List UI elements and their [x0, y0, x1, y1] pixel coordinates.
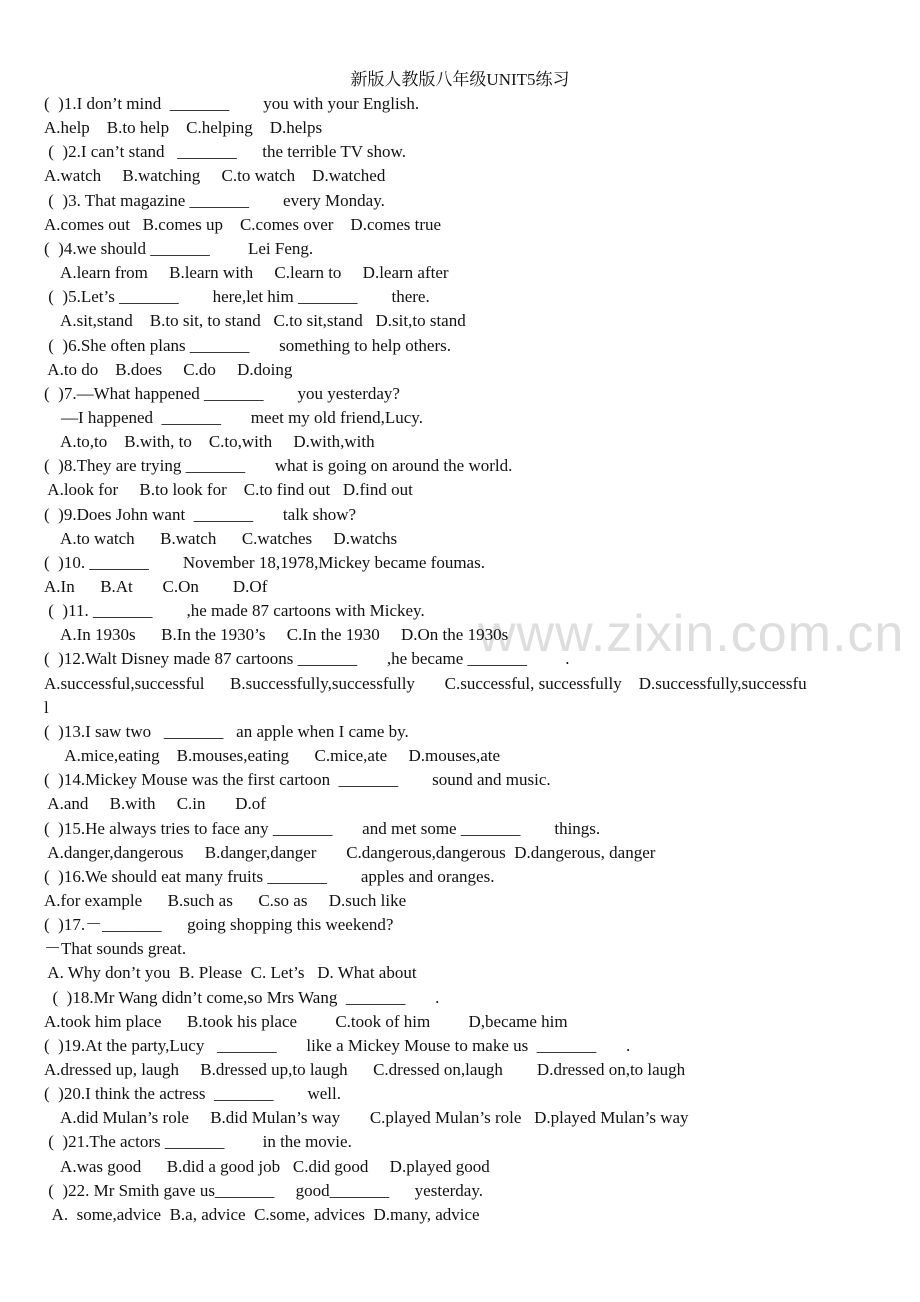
exercise-line: A.and B.with C.in D.of: [44, 794, 266, 814]
exercise-line: A.took him place B.took his place C.took of him D,became him: [44, 1011, 568, 1031]
exercise-line: ( )22. Mr Smith gave us_______ good_______ yesterday.: [44, 1180, 483, 1200]
exercise-line: —I happened _______ meet my old friend,Lucy.: [44, 407, 423, 427]
exercise-line: ( )15.He always tries to face any _______ and met some _______ things.: [44, 818, 601, 838]
exercise-line: ( )4.we should _______ Lei Feng.: [44, 238, 314, 258]
exercise-line: A.mice,eating B.mouses,eating C.mice,ate D.mouses,ate: [44, 746, 501, 766]
exercise-line: A.successful,successful B.successfully,successfully C.successful, successfully D.successfully,successfu: [44, 673, 807, 693]
exercise-line: A.was good B.did a good job C.did good D.played good: [44, 1156, 490, 1176]
exercise-line: A. some,advice B.a, advice C.some, advices D.many, advice: [44, 1204, 480, 1224]
exercise-line: ( )19.At the party,Lucy _______ like a Mickey Mouse to make us _______ .: [44, 1035, 631, 1055]
exercise-line: A.watch B.watching C.to watch D.watched: [44, 166, 386, 186]
exercise-line: －That sounds great.: [44, 939, 187, 959]
exercise-line: ( )20.I think the actress _______ well.: [44, 1084, 341, 1104]
page-title: 新版人教版八年级UNIT5练习: [350, 70, 570, 89]
exercise-line: A.danger,dangerous B.danger,danger C.dangerous,dangerous D.dangerous, danger: [44, 842, 656, 862]
exercise-line: A. Why don’t you B. Please C. Let’s D. What about: [44, 963, 417, 983]
exercise-line: A.In 1930s B.In the 1930’s C.In the 1930 D.On the 1930s: [44, 625, 509, 645]
exercise-line: A.to,to B.with, to C.to,with D.with,with: [44, 432, 375, 452]
exercise-line: ( )6.She often plans _______ something to help others.: [44, 335, 452, 355]
exercise-line: A.to watch B.watch C.watches D.watchs: [44, 528, 398, 548]
exercise-line: A.for example B.such as C.so as D.such like: [44, 890, 407, 910]
exercise-line: ( )2.I can’t stand _______ the terrible TV show.: [44, 142, 406, 162]
exercise-line: ( )16.We should eat many fruits _______ apples and oranges.: [44, 866, 495, 886]
exercise-line: A.to do B.does C.do D.doing: [44, 359, 293, 379]
exercise-line: A.help B.to help C.helping D.helps: [44, 118, 323, 138]
exercise-line: ( )7.—What happened _______ you yesterday?: [44, 383, 400, 403]
exercise-line: A.did Mulan’s role B.did Mulan’s way C.played Mulan’s role D.played Mulan’s way: [44, 1108, 689, 1128]
exercise-line: ( )17.－_______ going shopping this weekend?: [44, 915, 394, 935]
exercise-line: ( )12.Walt Disney made 87 cartoons _______ ,he became _______ .: [44, 649, 570, 669]
exercise-line: ( )11. _______ ,he made 87 cartoons with Mickey.: [44, 601, 425, 621]
exercise-line: ( )13.I saw two _______ an apple when I came by.: [44, 721, 409, 741]
exercise-line: ( )8.They are trying _______ what is going on around the world.: [44, 456, 513, 476]
watermark-text: www.zixin.com.cn: [478, 605, 905, 663]
exercise-line: A.In B.At C.On D.Of: [44, 577, 268, 596]
exercise-line: A.sit,stand B.to sit, to stand C.to sit,stand D.sit,to stand: [44, 311, 466, 331]
exercise-line: ( )10. _______ November 18,1978,Mickey became foumas.: [44, 552, 485, 572]
exercise-line: A.learn from B.learn with C.learn to D.learn after: [44, 263, 449, 283]
exercise-line: ( )21.The actors _______ in the movie.: [44, 1132, 352, 1152]
exercise-line: A.comes out B.comes up C.comes over D.comes true: [44, 214, 442, 234]
exercise-line: ( )3. That magazine _______ every Monday.: [44, 190, 385, 210]
exercise-line: ( )1.I don’t mind _______ you with your English.: [44, 94, 420, 113]
exercise-line: ( )18.Mr Wang didn’t come,so Mrs Wang _______ .: [44, 987, 440, 1007]
exercise-line: ( )14.Mickey Mouse was the first cartoon _______ sound and music.: [44, 770, 551, 790]
exercise-line: ( )9.Does John want _______ talk show?: [44, 504, 357, 524]
exercise-line: ( )5.Let’s _______ here,let him _______ there.: [44, 287, 430, 307]
exercise-line: A.dressed up, laugh B.dressed up,to laugh C.dressed on,laugh D.dressed on,to laugh: [44, 1060, 686, 1079]
exercise-line: A.look for B.to look for C.to find out D.find out: [44, 480, 413, 500]
exercise-line: l: [44, 697, 49, 717]
